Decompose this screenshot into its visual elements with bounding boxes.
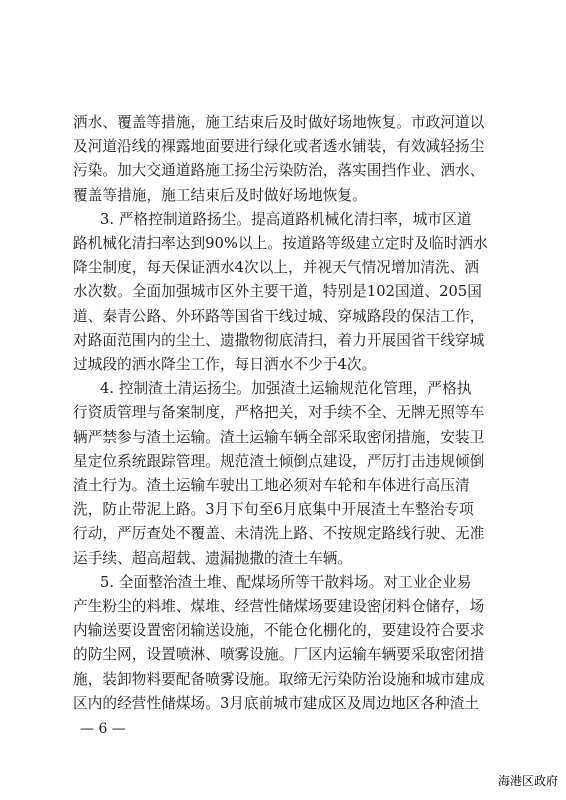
text-line: 内输送要设置密闭输送设施，不能仓化棚化的，要建设符合要求 [73, 622, 485, 640]
text-line: 污染。加大交通道路施工扬尘污染防治，落实围挡作业、洒水、 [73, 162, 485, 180]
text-line: 星定位系统跟踪管理。规范渣土倾倒点建设，严厉打击违规倾倒 [73, 452, 485, 470]
text-line: 洗，防止带泥上路。3月下旬至6月底集中开展渣土车整治专项 [73, 501, 474, 519]
text-line: 的防尘网，设置喷淋、喷雾设施。厂区内运输车辆要采取密闭措 [73, 646, 485, 664]
text-line: 覆盖等措施，施工结束后及时做好场地恢复。 [73, 186, 367, 204]
text-line: 水次数。全面加强城市区外主要干道，特别是102国道、205国 [73, 283, 482, 301]
text-line: 洒水、覆盖等措施，施工结束后及时做好场地恢复。市政河道以 [73, 114, 485, 131]
section-heading-line: 4. 控制渣土清运扬尘。加强渣土运输规范化管理，严格执 [100, 380, 472, 398]
page-number: — 6 — [80, 721, 126, 737]
text-line: 行资质管理与备案制度，严格把关，对手续不全、无牌无照等车 [73, 404, 485, 422]
text-line: 施，装卸物料要配备喷雾设施。取缔无污染防治设施和城市建成 [73, 670, 485, 688]
text-line: 区内的经营性储煤场。3月底前城市建成区及周边地区各种渣土 [73, 694, 480, 712]
text-line: 辆严禁参与渣土运输。渣土运输车辆全部采取密闭措施，安装卫 [73, 428, 485, 446]
section-heading-line: 3. 严格控制道路扬尘。提高道路机械化清扫率，城市区道 [100, 210, 472, 228]
text-line: 对路面范围内的尘土、遗撒物彻底清扫，着力开展国省干线穿城 [73, 331, 485, 349]
text-line: 路机械化清扫率达到90%以上。按道路等级建立定时及临时洒水 [73, 235, 488, 252]
text-line: 行动，严厉查处不覆盖、未清洗上路、不按规定路线行驶、无准 [73, 525, 485, 543]
text-line: 渣土行为。渣土运输车驶出工地必须对车轮和车体进行高压清 [73, 477, 470, 494]
text-line: 过城段的洒水降尘工作，每日洒水不少于4次。 [73, 356, 377, 373]
text-line: 道、秦青公路、外环路等国省干线过城、穿城路段的保洁工作， [73, 307, 485, 325]
section-heading-line: 5. 全面整治渣土堆、配煤场所等干散料场。对工业企业易 [100, 573, 472, 591]
text-line: 运手续、超高超载、遗漏抛撒的渣土车辆。 [73, 549, 353, 567]
text-line: 及河道沿线的裸露地面要进行绿化或者透水铺装，有效减轻扬尘 [73, 138, 485, 156]
text-line: 降尘制度，每天保证洒水4次以上，并视天气情况增加清洗、洒 [73, 259, 480, 277]
source-watermark: 海港区政府 [497, 774, 558, 788]
text-line: 产生粉尘的料堆、煤堆、经营性储煤场要建设密闭料仓储存，场 [73, 598, 485, 615]
